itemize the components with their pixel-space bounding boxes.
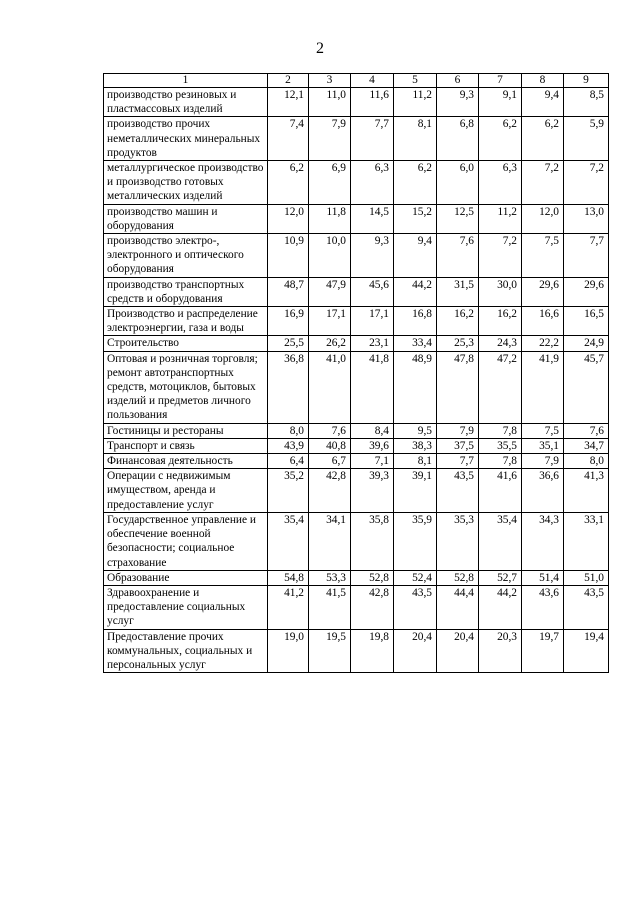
value-cell: 53,3 (309, 570, 351, 585)
value-cell: 7,4 (268, 117, 309, 161)
row-label: Образование (104, 570, 268, 585)
value-cell: 7,2 (479, 234, 522, 278)
value-cell: 16,2 (479, 307, 522, 336)
value-cell: 6,3 (351, 161, 394, 205)
value-cell: 26,2 (309, 336, 351, 351)
value-cell: 19,4 (564, 629, 609, 673)
value-cell: 35,8 (351, 512, 394, 570)
table-header-row (104, 74, 609, 88)
value-cell: 10,0 (309, 234, 351, 278)
value-cell: 19,0 (268, 629, 309, 673)
value-cell: 7,2 (522, 161, 564, 205)
value-cell: 7,7 (351, 117, 394, 161)
value-cell: 11,2 (394, 88, 437, 117)
value-cell: 7,1 (351, 454, 394, 469)
value-cell: 33,4 (394, 336, 437, 351)
value-cell: 15,2 (394, 204, 437, 233)
value-cell: 35,1 (522, 438, 564, 453)
value-cell: 9,5 (394, 423, 437, 438)
value-cell: 52,4 (394, 570, 437, 585)
column-header: 9 (564, 74, 609, 88)
value-cell: 19,5 (309, 629, 351, 673)
value-cell: 41,0 (309, 351, 351, 423)
value-cell: 54,8 (268, 570, 309, 585)
value-cell: 10,9 (268, 234, 309, 278)
value-cell: 23,1 (351, 336, 394, 351)
value-cell: 35,3 (437, 512, 479, 570)
value-cell: 8,1 (394, 454, 437, 469)
value-cell: 13,0 (564, 204, 609, 233)
value-cell: 6,9 (309, 161, 351, 205)
value-cell: 8,1 (394, 117, 437, 161)
value-cell: 41,3 (564, 469, 609, 513)
value-cell: 47,9 (309, 277, 351, 306)
value-cell: 6,4 (268, 454, 309, 469)
table-row (104, 512, 609, 570)
value-cell: 52,7 (479, 570, 522, 585)
value-cell: 40,8 (309, 438, 351, 453)
table-row (104, 585, 609, 629)
data-table (103, 73, 609, 673)
value-cell: 48,9 (394, 351, 437, 423)
value-cell: 16,5 (564, 307, 609, 336)
value-cell: 11,0 (309, 88, 351, 117)
value-cell: 36,6 (522, 469, 564, 513)
table-body (104, 74, 609, 673)
value-cell: 39,3 (351, 469, 394, 513)
value-cell: 7,6 (437, 234, 479, 278)
row-label: Оптовая и розничная торговля; ремонт автотранспортных средств, мотоциклов, бытовых изделий и предметов личного пользования (104, 351, 268, 423)
value-cell: 6,3 (479, 161, 522, 205)
value-cell: 5,9 (564, 117, 609, 161)
value-cell: 6,0 (437, 161, 479, 205)
value-cell: 42,8 (309, 469, 351, 513)
value-cell: 48,7 (268, 277, 309, 306)
row-label: Операции с недвижимым имуществом, аренда и предоставление услуг (104, 469, 268, 513)
table-row (104, 88, 609, 117)
value-cell: 41,9 (522, 351, 564, 423)
table-row (104, 336, 609, 351)
column-header: 5 (394, 74, 437, 88)
value-cell: 51,0 (564, 570, 609, 585)
value-cell: 7,9 (309, 117, 351, 161)
value-cell: 8,4 (351, 423, 394, 438)
value-cell: 14,5 (351, 204, 394, 233)
value-cell: 35,4 (479, 512, 522, 570)
value-cell: 7,7 (564, 234, 609, 278)
value-cell: 9,4 (394, 234, 437, 278)
table-row (104, 469, 609, 513)
value-cell: 7,6 (309, 423, 351, 438)
table-row (104, 454, 609, 469)
value-cell: 9,3 (437, 88, 479, 117)
column-header: 7 (479, 74, 522, 88)
value-cell: 11,8 (309, 204, 351, 233)
value-cell: 24,9 (564, 336, 609, 351)
value-cell: 20,4 (394, 629, 437, 673)
value-cell: 12,0 (268, 204, 309, 233)
value-cell: 8,0 (268, 423, 309, 438)
value-cell: 7,8 (479, 454, 522, 469)
value-cell: 41,5 (309, 585, 351, 629)
value-cell: 29,6 (564, 277, 609, 306)
value-cell: 20,4 (437, 629, 479, 673)
table-row (104, 351, 609, 423)
row-label: производство транспортных средств и оборудования (104, 277, 268, 306)
value-cell: 19,7 (522, 629, 564, 673)
table-row (104, 307, 609, 336)
row-label: Гостиницы и рестораны (104, 423, 268, 438)
value-cell: 16,2 (437, 307, 479, 336)
table-row (104, 234, 609, 278)
table-row (104, 570, 609, 585)
value-cell: 12,1 (268, 88, 309, 117)
value-cell: 34,7 (564, 438, 609, 453)
column-header: 1 (104, 74, 268, 88)
value-cell: 16,9 (268, 307, 309, 336)
table-row (104, 117, 609, 161)
value-cell: 20,3 (479, 629, 522, 673)
value-cell: 7,6 (564, 423, 609, 438)
value-cell: 38,3 (394, 438, 437, 453)
value-cell: 25,5 (268, 336, 309, 351)
value-cell: 29,6 (522, 277, 564, 306)
value-cell: 31,5 (437, 277, 479, 306)
row-label: Государственное управление и обеспечение военной безопасности; социальное страхование (104, 512, 268, 570)
value-cell: 9,1 (479, 88, 522, 117)
value-cell: 7,5 (522, 234, 564, 278)
value-cell: 30,0 (479, 277, 522, 306)
value-cell: 43,6 (522, 585, 564, 629)
row-label: Производство и распределение электроэнергии, газа и воды (104, 307, 268, 336)
table-row (104, 629, 609, 673)
page-number: 2 (316, 40, 324, 57)
value-cell: 35,5 (479, 438, 522, 453)
column-header: 3 (309, 74, 351, 88)
value-cell: 45,6 (351, 277, 394, 306)
value-cell: 8,5 (564, 88, 609, 117)
value-cell: 47,2 (479, 351, 522, 423)
value-cell: 17,1 (351, 307, 394, 336)
value-cell: 45,7 (564, 351, 609, 423)
value-cell: 17,1 (309, 307, 351, 336)
row-label: производство машин и оборудования (104, 204, 268, 233)
table-row (104, 423, 609, 438)
value-cell: 35,9 (394, 512, 437, 570)
value-cell: 22,2 (522, 336, 564, 351)
value-cell: 52,8 (437, 570, 479, 585)
table-row (104, 161, 609, 205)
value-cell: 33,1 (564, 512, 609, 570)
table-row (104, 277, 609, 306)
value-cell: 12,0 (522, 204, 564, 233)
row-label: Финансовая деятельность (104, 454, 268, 469)
value-cell: 7,5 (522, 423, 564, 438)
table-row (104, 204, 609, 233)
row-label: производство прочих неметаллических минеральных продуктов (104, 117, 268, 161)
value-cell: 12,5 (437, 204, 479, 233)
value-cell: 9,4 (522, 88, 564, 117)
value-cell: 47,8 (437, 351, 479, 423)
column-header: 2 (268, 74, 309, 88)
value-cell: 11,6 (351, 88, 394, 117)
table-row (104, 438, 609, 453)
value-cell: 41,8 (351, 351, 394, 423)
row-label: Предоставление прочих коммунальных, социальных и персональных услуг (104, 629, 268, 673)
value-cell: 41,6 (479, 469, 522, 513)
value-cell: 16,8 (394, 307, 437, 336)
row-label: металлургическое производство и производство готовых металлических изделий (104, 161, 268, 205)
value-cell: 19,8 (351, 629, 394, 673)
value-cell: 41,2 (268, 585, 309, 629)
value-cell: 34,1 (309, 512, 351, 570)
value-cell: 44,2 (394, 277, 437, 306)
value-cell: 35,4 (268, 512, 309, 570)
value-cell: 9,3 (351, 234, 394, 278)
value-cell: 34,3 (522, 512, 564, 570)
column-header: 6 (437, 74, 479, 88)
row-label: производство резиновых и пластмассовых изделий (104, 88, 268, 117)
row-label: Здравоохранение и предоставление социальных услуг (104, 585, 268, 629)
value-cell: 43,5 (437, 469, 479, 513)
value-cell: 6,2 (394, 161, 437, 205)
value-cell: 44,2 (479, 585, 522, 629)
value-cell: 7,9 (522, 454, 564, 469)
value-cell: 7,8 (479, 423, 522, 438)
value-cell: 8,0 (564, 454, 609, 469)
value-cell: 44,4 (437, 585, 479, 629)
value-cell: 11,2 (479, 204, 522, 233)
value-cell: 43,9 (268, 438, 309, 453)
value-cell: 39,1 (394, 469, 437, 513)
value-cell: 43,5 (564, 585, 609, 629)
value-cell: 6,2 (522, 117, 564, 161)
value-cell: 39,6 (351, 438, 394, 453)
row-label: производство электро-, электронного и оптического оборудования (104, 234, 268, 278)
value-cell: 6,7 (309, 454, 351, 469)
row-label: Транспорт и связь (104, 438, 268, 453)
value-cell: 25,3 (437, 336, 479, 351)
value-cell: 7,2 (564, 161, 609, 205)
row-label: Строительство (104, 336, 268, 351)
value-cell: 6,2 (479, 117, 522, 161)
column-header: 4 (351, 74, 394, 88)
value-cell: 7,7 (437, 454, 479, 469)
value-cell: 16,6 (522, 307, 564, 336)
value-cell: 6,2 (268, 161, 309, 205)
value-cell: 36,8 (268, 351, 309, 423)
value-cell: 7,9 (437, 423, 479, 438)
value-cell: 51,4 (522, 570, 564, 585)
value-cell: 43,5 (394, 585, 437, 629)
value-cell: 6,8 (437, 117, 479, 161)
value-cell: 24,3 (479, 336, 522, 351)
value-cell: 35,2 (268, 469, 309, 513)
value-cell: 37,5 (437, 438, 479, 453)
value-cell: 42,8 (351, 585, 394, 629)
value-cell: 52,8 (351, 570, 394, 585)
column-header: 8 (522, 74, 564, 88)
